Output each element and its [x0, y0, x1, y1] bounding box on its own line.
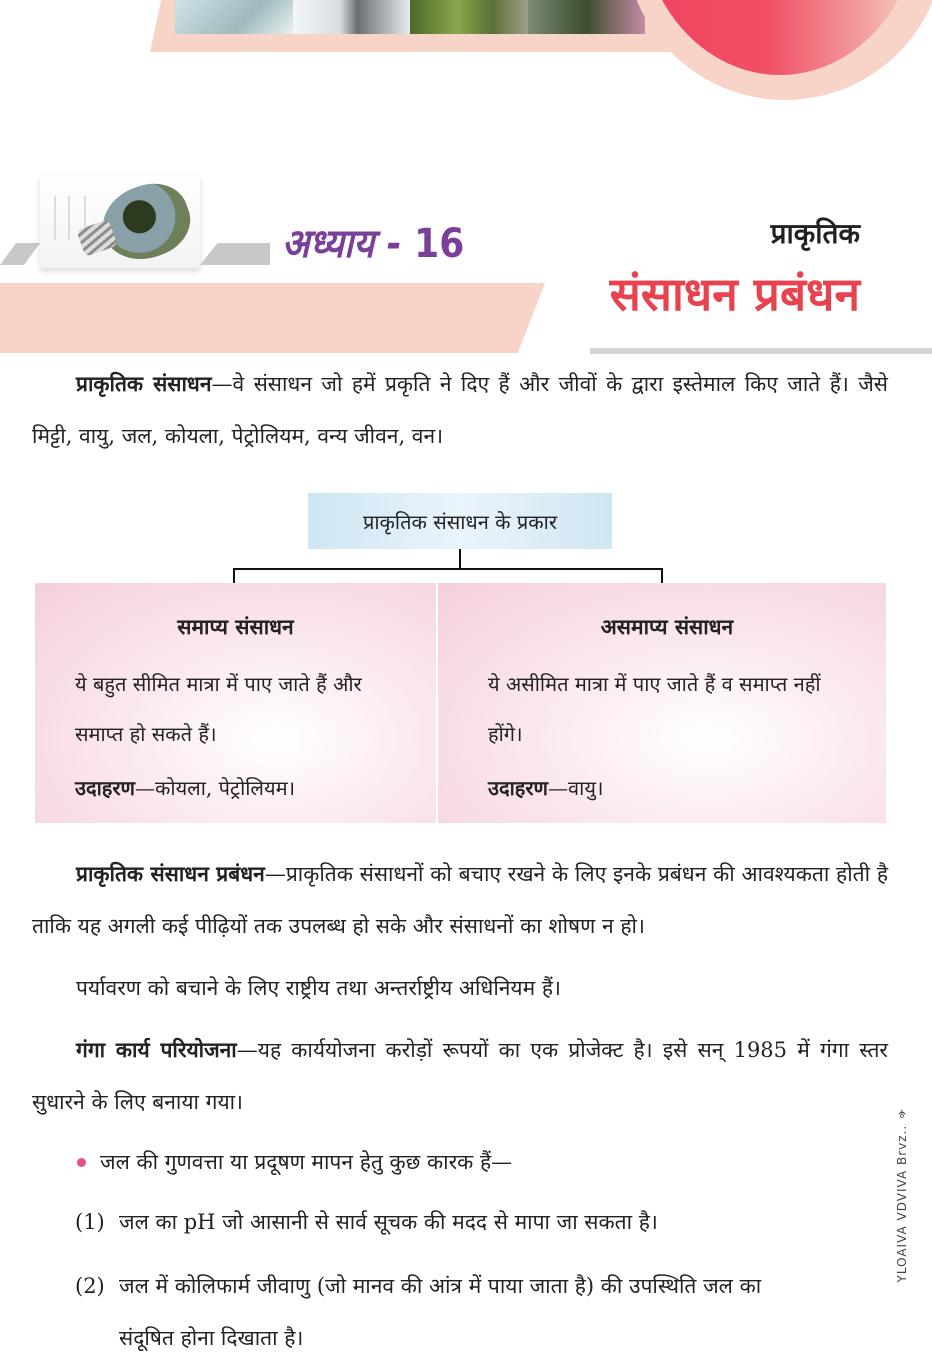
- chapter-label: अध्याय: [282, 221, 375, 267]
- bullet-text: जल की गुणवत्ता या प्रदूषण मापन हेतु कुछ कारक हैं—: [100, 1150, 513, 1174]
- management-term: प्राकृतिक संसाधन प्रबंधन: [76, 861, 265, 886]
- plants-photo: [410, 0, 528, 34]
- item-marker: (1): [75, 1210, 105, 1234]
- diagram-connector: [233, 568, 663, 570]
- numbered-item-1: [75, 1196, 890, 1248]
- chapter-separator: -: [374, 221, 415, 267]
- box-title: समाप्य संसाधन: [177, 614, 294, 639]
- ganga-term: गंगा कार्य परियोजना: [76, 1037, 237, 1062]
- lightbulb-tree-image: [40, 176, 200, 268]
- diagram-heading-box: [308, 493, 612, 549]
- box-text: ये बहुत सीमित मात्रा में पाए जाते हैं और समाप्त हो सकते हैं।: [75, 672, 362, 746]
- ganga-paragraph: [32, 1024, 888, 1128]
- box-title: असमाप्य संसाधन: [600, 614, 734, 639]
- diagram-heading: प्राकृतिक संसाधन के प्रकार: [362, 509, 557, 534]
- box-example: [75, 763, 396, 813]
- side-page-marker: YLOAIVA VDVIVA Brvz.. ⚘: [895, 1105, 909, 1283]
- lab-photo: [175, 0, 293, 34]
- diagram-connector: [661, 568, 663, 583]
- bullet-icon: [77, 1158, 86, 1167]
- acts-text: पर्यावरण को बचाने के लिए राष्ट्रीय तथा अन्तर्राष्ट्रीय अधिनियम हैं।: [76, 976, 561, 1000]
- example-label: उदाहरण: [75, 776, 136, 800]
- intro-term: प्राकृतिक संसाधन: [76, 371, 212, 396]
- decorative-slash: [200, 243, 270, 265]
- inexhaustible-resources-box: [438, 583, 886, 823]
- chapter-title-line2: संसाधन प्रबंधन: [609, 267, 860, 321]
- management-paragraph: [32, 848, 888, 952]
- top-banner-photo-strip: [175, 0, 645, 34]
- example-text: —कोयला, पेट्रोलियम।: [135, 776, 296, 800]
- header-pink-band: [0, 283, 545, 353]
- acts-paragraph: [32, 962, 888, 1014]
- item-text: जल का pH जो आसानी से सार्व सूचक की मदद से मापा जा सकता है।: [119, 1210, 658, 1234]
- chapter-title-line1: प्राकृतिक: [770, 217, 860, 250]
- chapter-number: 16: [414, 221, 465, 267]
- intro-paragraph: [32, 358, 888, 462]
- box-text: ये असीमित मात्रा में पाए जाते हैं व समाप्त नहीं होंगे।: [488, 672, 821, 746]
- item-continuation: संदूषित होना दिखाता है।: [119, 1326, 304, 1350]
- wind-turbine-icon: [54, 196, 56, 240]
- diagram-connector: [233, 568, 235, 583]
- numbered-item-2: [75, 1260, 890, 1364]
- microscope-photo: [293, 0, 411, 34]
- chapter-number-heading: [282, 214, 464, 269]
- example-label: उदाहरण: [488, 776, 549, 800]
- exhaustible-resources-box: [35, 583, 436, 823]
- item-marker: (2): [75, 1274, 105, 1298]
- item-text: जल में कोलिफार्म जीवाणु (जो मानव की आंत्र में पाया जाता है) की उपस्थिति जल का: [119, 1274, 762, 1298]
- header-rule: [590, 348, 932, 354]
- management-text: —प्राकृतिक संसाधनों को बचाए रखने के लिए इनके प्रबंधन की आवश्यकता होती है ताकि यह अगली कई पीढ़ियों तक उपलब्ध हो सके और संसाधनों का शोषण न हो।: [32, 862, 888, 938]
- water-quality-bullet: [100, 1136, 915, 1188]
- diagram-connector: [459, 549, 461, 569]
- decorative-slash: [0, 243, 40, 265]
- box-example: [488, 763, 846, 813]
- ganga-text: —यह कार्ययोजना करोड़ों रूपयों का एक प्रोजेक्ट है। इसे सन् 1985 में गंगा स्तर सुधारने के लिए बनाया गया।: [32, 1038, 888, 1114]
- flower-photo: [528, 0, 646, 34]
- example-text: —वायु।: [548, 776, 604, 800]
- intro-text: —वे संसाधन जो हमें प्रकृति ने दिए हैं और जीवों के द्वारा इस्तेमाल किए जाते हैं। जैसे मिट्टी, वायु, जल, कोयला, पेट्रोलियम, वन्य जीवन, वन।: [32, 372, 888, 448]
- wind-turbine-icon: [68, 196, 70, 240]
